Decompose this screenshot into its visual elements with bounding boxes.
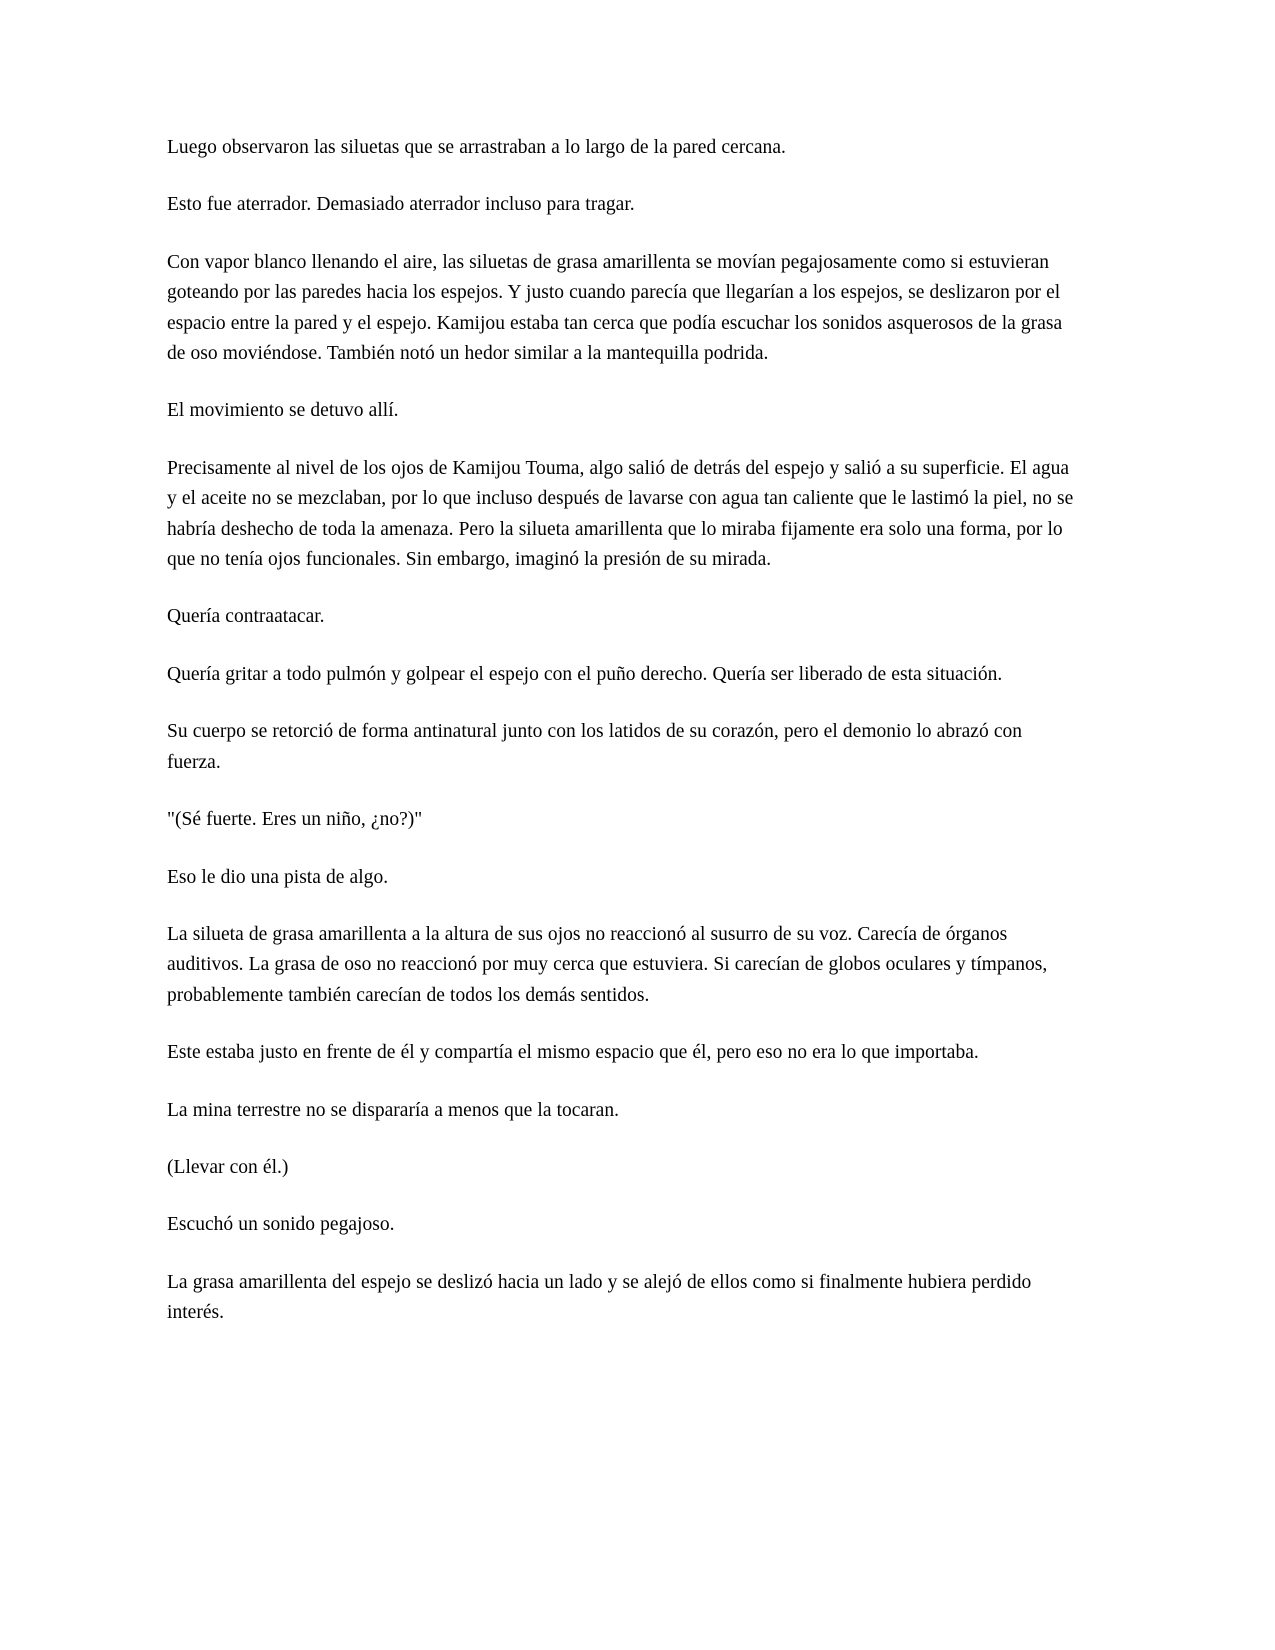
paragraph: Este estaba justo en frente de él y compartía el mismo espacio que él, pero eso no era lo que importaba.: [167, 1042, 979, 1064]
paragraph: La grasa amarillenta del espejo se deslizó hacia un lado y se alejó de ellos como si finalmente hubiera perdido interés.: [167, 1271, 1032, 1324]
paragraph: Precisamente al nivel de los ojos de Kamijou Touma, algo salió de detrás del espejo y salió a su superficie. El agua y el aceite no se mezclaban, por lo que incluso después de lavarse con agua tan caliente que le lastimó la piel, no se habría deshecho de toda la amenaza. Pero la silueta amarillenta que lo miraba fijamente era solo una forma, por lo que no tenía ojos funcionales. Sin embargo, imaginó la presión de su mirada.: [167, 457, 1074, 571]
paragraph: Eso le dio una pista de algo.: [167, 866, 389, 888]
paragraph: Esto fue aterrador. Demasiado aterrador incluso para tragar.: [167, 194, 635, 216]
paragraph: Con vapor blanco llenando el aire, las siluetas de grasa amarillenta se movían pegajosamente como si estuvieran goteando por las paredes hacia los espejos. Y justo cuando parecía que llegarían a los espejos, se deslizaron por el espacio entre la pared y el espejo. Kamijou estaba tan cerca que podía escuchar los sonidos asquerosos de la grasa de oso moviéndose. También notó un hedor similar a la mantequilla podrida.: [167, 251, 1063, 365]
document-text-column: [167, 133, 1077, 1329]
paragraph: La silueta de grasa amarillenta a la altura de sus ojos no reaccionó al susurro de su voz. Carecía de órganos auditivos. La grasa de oso no reaccionó por muy cerca que estuviera. Si carecían de globos oculares y tímpanos, probablemente también carecían de todos los demás sentidos.: [167, 923, 1048, 1006]
paragraph: "(Sé fuerte. Eres un niño, ¿no?)": [167, 809, 423, 831]
paragraph: Quería gritar a todo pulmón y golpear el espejo con el puño derecho. Quería ser liberado de esta situación.: [167, 663, 1003, 685]
paragraph: Escuchó un sonido pegajoso.: [167, 1214, 395, 1236]
paragraph: Quería contraatacar.: [167, 606, 325, 628]
paragraph: La mina terrestre no se dispararía a menos que la tocaran.: [167, 1099, 620, 1121]
paragraph: (Llevar con él.): [167, 1156, 289, 1178]
paragraph: Luego observaron las siluetas que se arrastraban a lo largo de la pared cercana.: [167, 137, 786, 158]
paragraph: Su cuerpo se retorció de forma antinatural junto con los latidos de su corazón, pero el demonio lo abrazó con fuerza.: [167, 721, 1023, 773]
paragraph: El movimiento se detuvo allí.: [167, 400, 399, 422]
